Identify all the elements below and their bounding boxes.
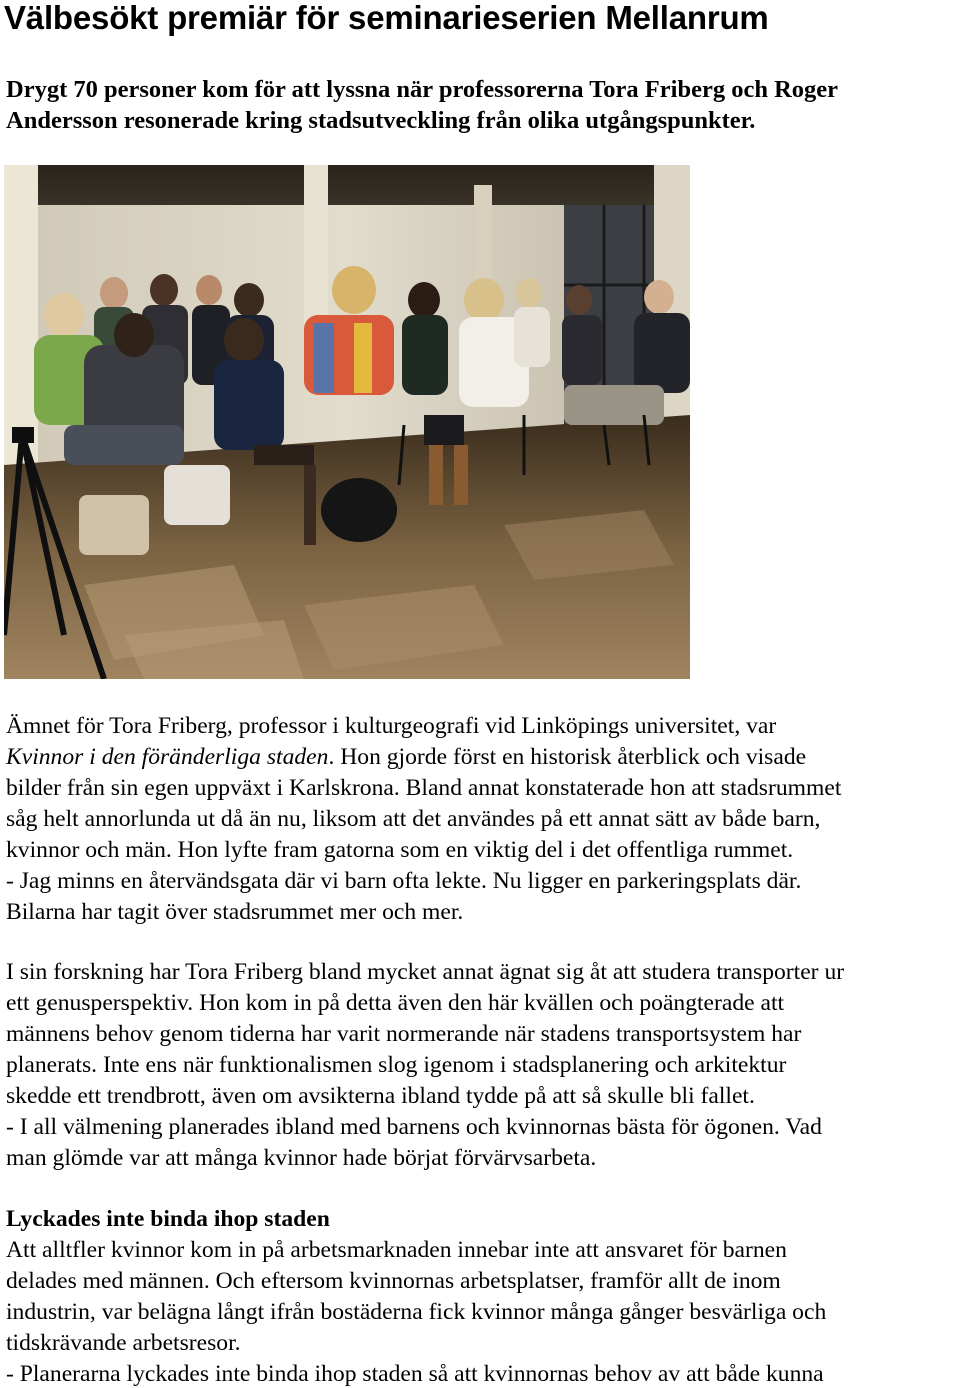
paragraph-3 xyxy=(6,1204,958,1388)
paragraph-line: delades med männen. Och eftersom kvinnornas arbetsplatser, framför allt de inom xyxy=(6,1268,781,1294)
paragraph-line: man glömde var att många kvinnor hade börjat förvärvsarbeta. xyxy=(6,1145,597,1171)
paragraph-line: skedde ett trendbrott, även om avsikterna ibland tydde på att så skulle bli fallet. xyxy=(6,1083,755,1109)
seminar-audience-photo xyxy=(4,165,690,679)
paragraph-line: - Planerarna lyckades inte binda ihop staden så att kvinnornas behov av att både kunna xyxy=(6,1361,824,1387)
paragraph-line: planerats. Inte ens när funktionalismen slog igenom i stadsplanering och arkitektur xyxy=(6,1052,787,1078)
lead-line: Andersson resonerade kring stadsutveckling från olika utgångspunkter. xyxy=(6,107,756,134)
paragraph-line: Bilarna har tagit över stadsrummet mer och mer. xyxy=(6,899,464,925)
paragraph-line: männens behov genom tiderna har varit normerande när stadens transportsystem har xyxy=(6,1021,802,1047)
paragraph-line: tidskrävande arbetsresor. xyxy=(6,1330,241,1356)
paragraph-text: . Hon gjorde först en historisk återblick och visade xyxy=(328,744,807,770)
paragraph-1 xyxy=(6,711,958,928)
paragraph-line: Ämnet för Tora Friberg, professor i kulturgeografi vid Linköpings universitet, var xyxy=(6,713,777,739)
paragraph-line xyxy=(6,742,958,773)
lead-line: Drygt 70 personer kom för att lyssna när professorerna Tora Friberg och Roger xyxy=(6,76,839,103)
paragraph-line: ett genusperspektiv. Hon kom in på detta även den här kvällen och poängterade att xyxy=(6,990,785,1016)
paragraph-line: I sin forskning har Tora Friberg bland mycket annat ägnat sig åt att studera transporter ur xyxy=(6,959,845,985)
paragraph-line: - Jag minns en återvändsgata där vi barn ofta lekte. Nu ligger en parkeringsplats där. xyxy=(6,868,802,894)
lecture-title: Kvinnor i den föränderliga staden xyxy=(6,744,329,770)
paragraph-line: industrin, var belägna långt ifrån bostäderna fick kvinnor många gånger besvärliga och xyxy=(6,1299,827,1325)
paragraph-line: kvinnor och män. Hon lyfte fram gatorna som en viktig del i det offentliga rummet. xyxy=(6,837,794,863)
paragraph-line: bilder från sin egen uppväxt i Karlskrona. Bland annat konstaterade hon att stadsrummet xyxy=(6,775,842,801)
paragraph-line: - I all välmening planerades ibland med barnens och kvinnornas bästa för ögonen. Vad xyxy=(6,1114,822,1140)
paragraph-2 xyxy=(6,957,958,1174)
article-headline: Välbesökt premiär för seminarieserien Mellanrum xyxy=(4,0,769,36)
article-lead xyxy=(6,74,951,136)
paragraph-line: såg helt annorlunda ut då än nu, liksom att det användes på ett annat sätt av både barn, xyxy=(6,806,821,832)
paragraph-line: Att alltfler kvinnor kom in på arbetsmarknaden innebar inte att ansvaret för barnen xyxy=(6,1237,787,1263)
section-subheading: Lyckades inte binda ihop staden xyxy=(6,1206,330,1232)
